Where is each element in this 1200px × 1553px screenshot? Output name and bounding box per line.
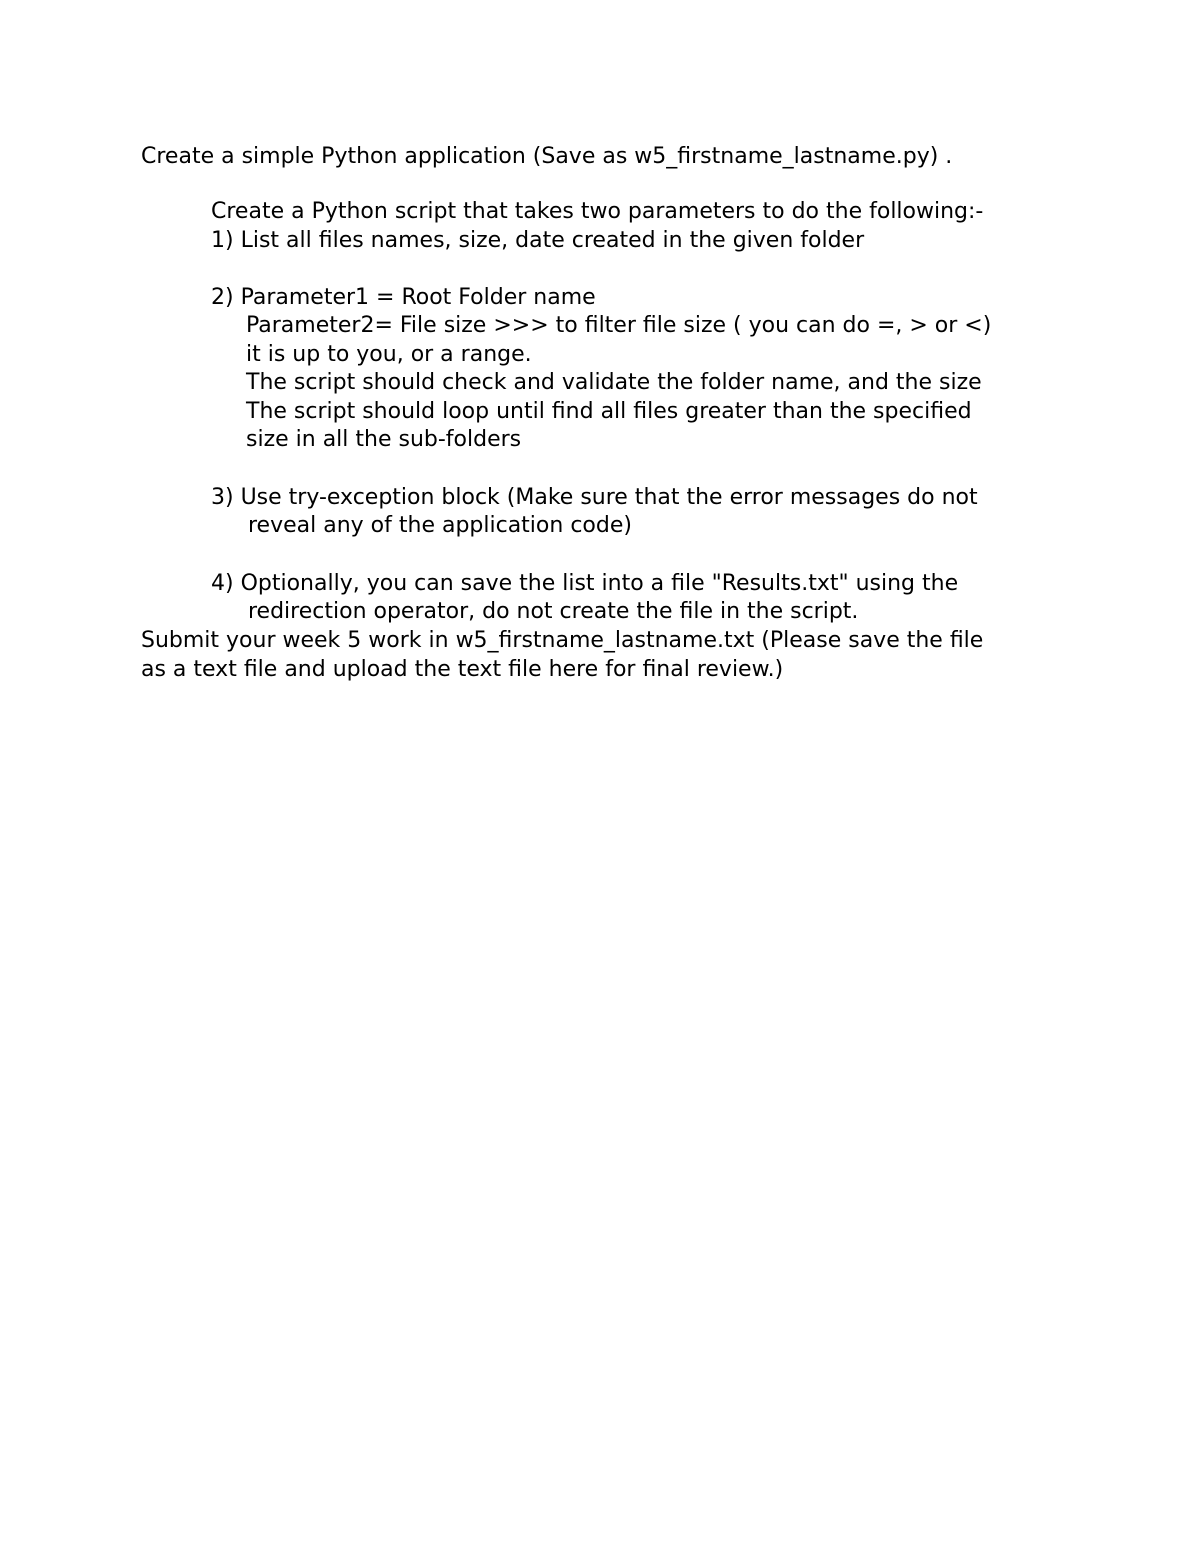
- submission-instruction-line: as a text file and upload the text file here for final review.): [141, 657, 784, 682]
- assignment-title-line: Create a simple Python application (Save as w5_firstname_lastname.py) .: [141, 144, 953, 169]
- requirement-3-detail-line: reveal any of the application code): [248, 513, 632, 538]
- requirement-2-detail-line: The script should check and validate the folder name, and the size: [246, 370, 982, 395]
- requirement-2-detail-line: Parameter2= File size >>> to filter file size ( you can do =, > or <): [246, 313, 992, 338]
- requirement-2-detail-line: The script should loop until find all files greater than the specified: [246, 399, 972, 424]
- requirement-2-line: 2) Parameter1 = Root Folder name: [211, 285, 596, 310]
- requirement-2-detail-line: it is up to you, or a range.: [246, 342, 532, 367]
- requirement-3-line: 3) Use try-exception block (Make sure that the error messages do not: [211, 485, 978, 510]
- script-intro-line: Create a Python script that takes two parameters to do the following:-: [211, 199, 984, 224]
- requirement-4-line: 4) Optionally, you can save the list into a file "Results.txt" using the: [211, 571, 959, 596]
- requirement-2-detail-line: size in all the sub-folders: [246, 427, 522, 452]
- submission-instruction-line: Submit your week 5 work in w5_firstname_lastname.txt (Please save the file: [141, 628, 984, 653]
- requirement-1-line: 1) List all files names, size, date created in the given folder: [211, 228, 865, 253]
- requirement-4-detail-line: redirection operator, do not create the file in the script.: [248, 599, 859, 624]
